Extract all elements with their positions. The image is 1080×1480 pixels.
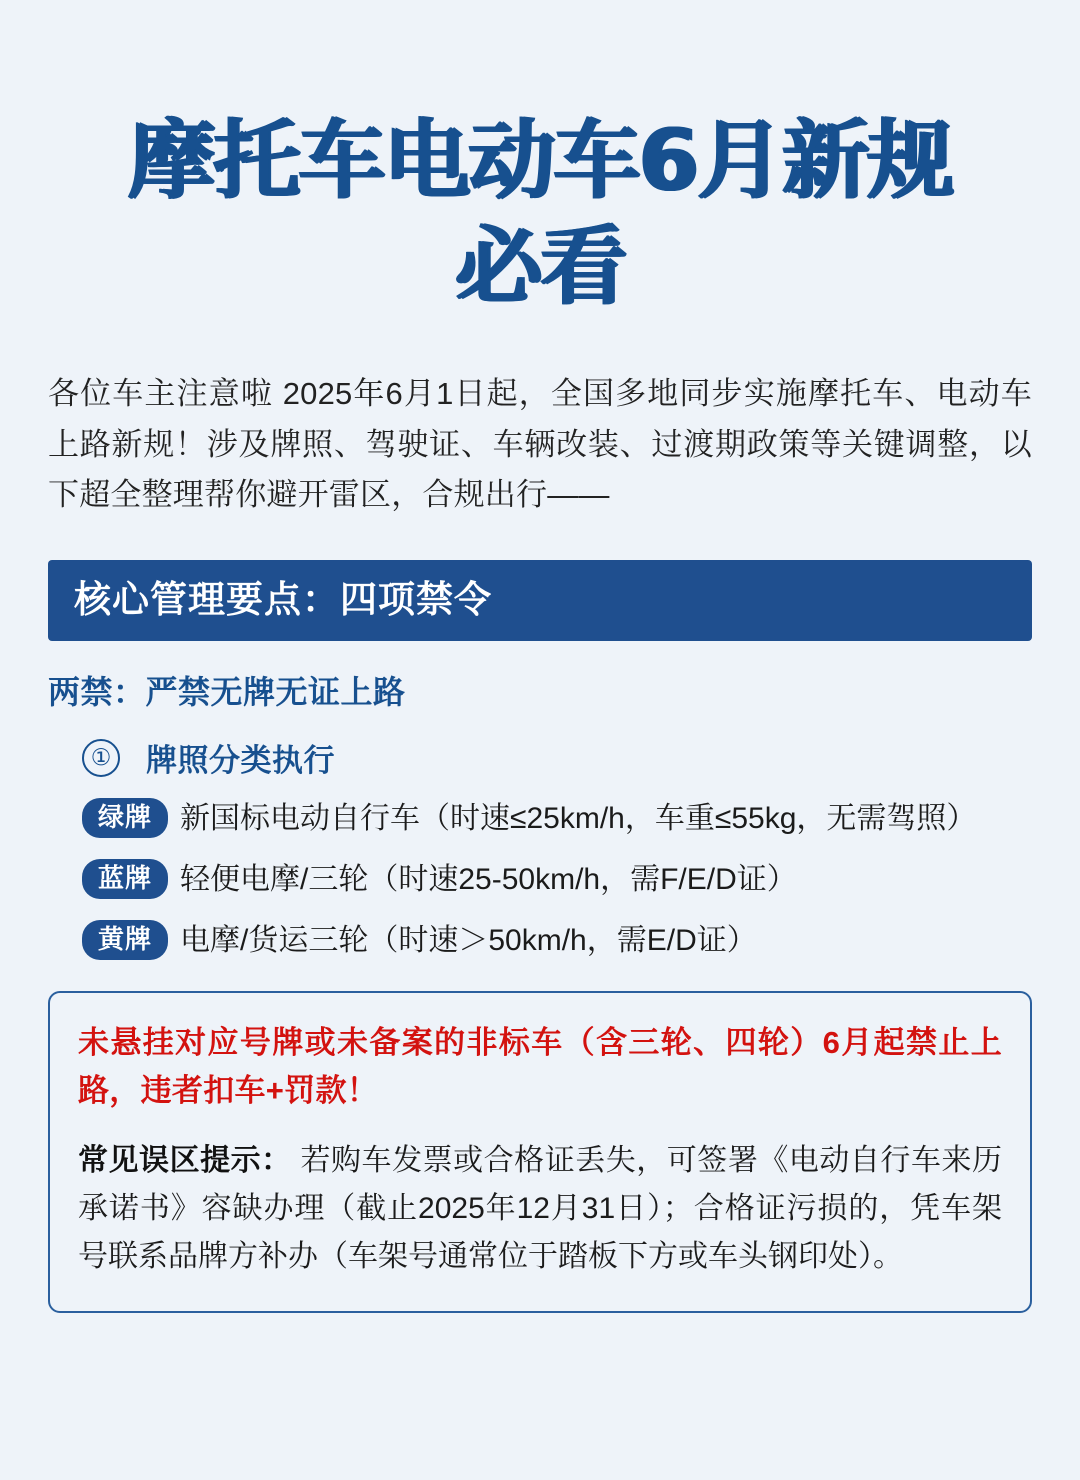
plate-tag-yellow: 黄牌 xyxy=(82,920,168,960)
plate-row-blue xyxy=(48,857,1032,902)
intro-paragraph: 各位车主注意啦 2025年6月1日起，全国多地同步实施摩托车、电动车上路新规！涉及牌照、驾驶证、车辆改装、过渡期政策等关键调整，以下超全整理帮你避开雷区，合规出行—— xyxy=(48,376,1032,512)
title-line-1: 摩托车电动车6月新规 xyxy=(128,111,952,211)
numbered-item-label: 牌照分类执行 xyxy=(146,743,335,779)
section-sub-heading: 两禁：严禁无牌无证上路 xyxy=(48,674,406,711)
note-text: 若购车发票或合格证丢失，可签署《电动自行车来历承诺书》容缺办理（截止2025年12月31日）；合格证污损的，凭车架号联系品牌方补办（车架号通常位于踏板下方或车头钢印处）。 xyxy=(78,1144,1002,1274)
section-banner: 核心管理要点：四项禁令 xyxy=(48,560,1032,641)
plate-text-blue: 轻便电摩/三轮（时速25-50km/h，需F/E/D证） xyxy=(180,863,797,897)
warning-card xyxy=(48,991,1032,1313)
page-title xyxy=(48,0,1032,317)
plate-text-yellow: 电摩/货运三轮（时速＞50km/h，需E/D证） xyxy=(180,924,757,958)
plate-tag-blue: 蓝牌 xyxy=(82,859,168,899)
note-label: 常见误区提示： xyxy=(78,1144,292,1178)
numbered-item-1 xyxy=(48,735,1032,780)
circled-number-icon: ① xyxy=(82,739,120,777)
note-block xyxy=(78,1137,1002,1281)
plate-row-yellow xyxy=(48,918,1032,963)
plate-tag-green: 绿牌 xyxy=(82,798,168,838)
plate-row-green xyxy=(48,796,1032,841)
title-line-2: 必看 xyxy=(455,216,625,317)
plate-text-green: 新国标电动自行车（时速≤25km/h，车重≤55kg，无需驾照） xyxy=(180,802,977,836)
warning-text: 未悬挂对应号牌或未备案的非标车（含三轮、四轮）6月起禁止上路，违者扣车+罚款！ xyxy=(78,1025,1002,1109)
